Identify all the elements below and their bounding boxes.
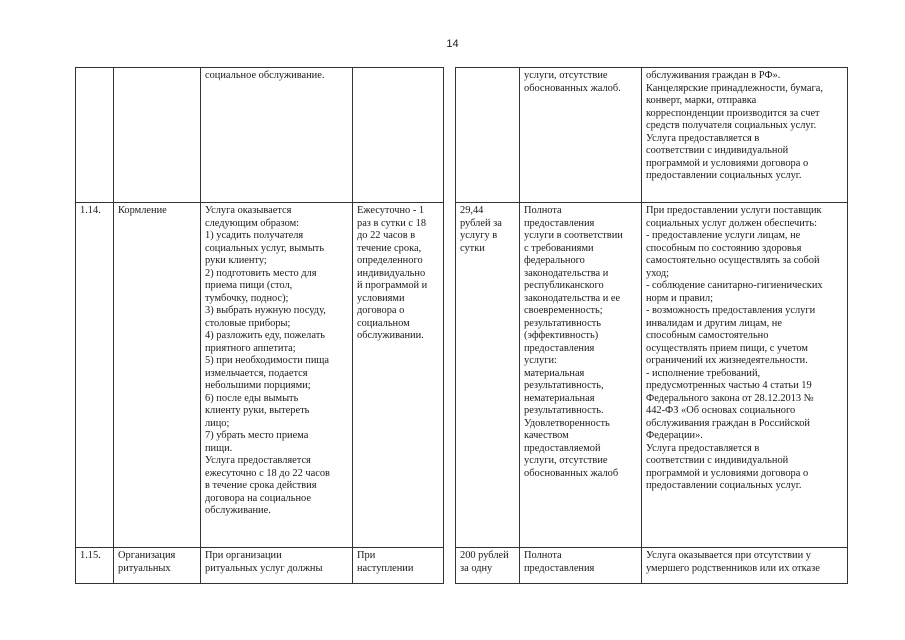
table-row	[76, 548, 848, 584]
price-cell: 29,44 рублей за услугу в сутки	[456, 203, 520, 548]
column-gap	[444, 203, 456, 548]
quality-cell: услуги, отсутствие обоснованных жалоб.	[520, 68, 642, 203]
column-gap	[444, 548, 456, 584]
price-cell	[456, 68, 520, 203]
quality-cell: Полнота предоставления услуги в соответствии с требованиями федерального законодательства и республиканского законодательства и ее своевременность; результативность (эффективность) предоставления услуги: материальная результативность, нематериальная результативность. Удовлетворенность качеством предоставляемой услуги, отсутствие обоснованных жалоб	[520, 203, 642, 548]
frequency-cell	[353, 68, 444, 203]
service-description-cell: Услуга оказывается следующим образом: 1) усадить получателя социальных услуг, вымыть руки клиенту; 2) подготовить место для приема пищи (стол, тумбочку, поднос); 3) выбрать нужную посуду, столовые приборы; 4) разложить еду, пожелать приятного аппетита; 5) при необходимости пища измельчается, подается небольшими порциями; 6) после еды вымыть клиенту руки, вытереть лицо; 7) убрать место приема пищи. Услуга предоставляется ежесуточно с 18 до 22 часов в течение срока действия договора на социальное обслуживание.	[201, 203, 353, 548]
quality-cell: Полнота предоставления	[520, 548, 642, 584]
page-number: 14	[446, 38, 459, 50]
price-cell: 200 рублей за одну	[456, 548, 520, 584]
table-row	[76, 203, 848, 548]
frequency-cell: При наступлении	[353, 548, 444, 584]
service-name-cell	[114, 68, 201, 203]
service-description-cell: При организации ритуальных услуг должны	[201, 548, 353, 584]
conditions-cell: При предоставлении услуги поставщик социальных услуг должен обеспечить: - предоставление услуги лицам, не способным по состоянию здоровья самостоятельно осуществлять за собой уход; - соблюдение санитарно-гигиенических норм и правил; - возможность предоставления услуги инвалидам и другим лицам, не способным самостоятельно осуществлять прием пищи, с учетом ограничений их жизнедеятельности. - исполнение требований, предусмотренных частью 4 статьи 19 Федерального закона от 28.12.2013 № 442-ФЗ «Об основах социального обслуживания граждан в Российской Федерации». Услуга предоставляется в соответствии с индивидуальной программой и условиями договора о предоставлении социальных услуг.	[642, 203, 848, 548]
conditions-cell: обслуживания граждан в РФ». Канцелярские принадлежности, бумага, конверт, марки, отправка корреспонденции производится за счет средств получателя социальных услуг. Услуга предоставляется в соответствии с индивидуальной программой и условиями договора о предоставлении социальных услуг.	[642, 68, 848, 203]
row-number-cell	[76, 68, 114, 203]
frequency-cell: Ежесуточно - 1 раз в сутки с 18 до 22 часов в течение срока, определенного индивидуально й программой и условиями договора о социальном обслуживании.	[353, 203, 444, 548]
row-number-cell: 1.15.	[76, 548, 114, 584]
service-name-cell: Кормление	[114, 203, 201, 548]
conditions-cell: Услуга оказывается при отсутствии у умершего родственников или их отказе	[642, 548, 848, 584]
services-table	[75, 67, 848, 584]
column-gap	[444, 68, 456, 203]
service-description-cell: социальное обслуживание.	[201, 68, 353, 203]
service-name-cell: Организация ритуальных	[114, 548, 201, 584]
row-number-cell: 1.14.	[76, 203, 114, 548]
table-row	[76, 68, 848, 203]
